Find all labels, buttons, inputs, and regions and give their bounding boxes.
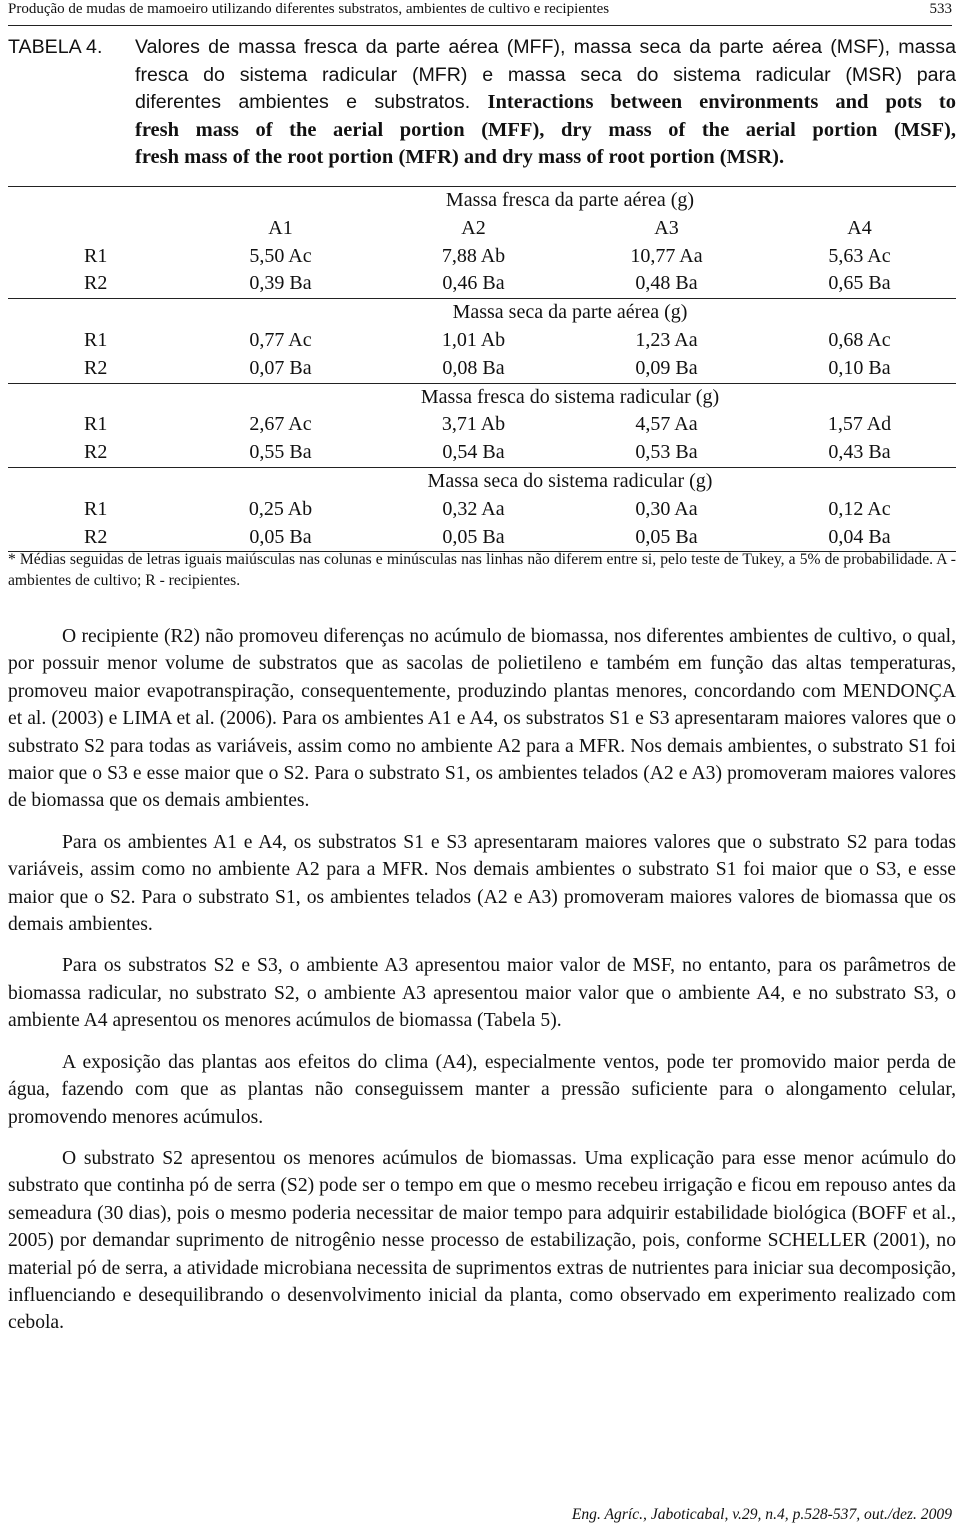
row-label: R2 (8, 524, 184, 552)
table-cell: 2,67 Ac (249, 413, 312, 436)
table-cell: 5,63 Ac (828, 244, 891, 267)
data-table (8, 186, 956, 552)
section-title-row (8, 383, 956, 411)
row-label: R1 (84, 413, 108, 436)
caption-english-mid: fresh mass of the aerial portion (MFF), dry mass of the aerial portion (MSF), (135, 118, 956, 141)
table-cell: 0,10 Ba (828, 356, 891, 379)
table-cell: 0,77 Ac (249, 328, 312, 351)
table-cell: 1,57 Ad (827, 413, 892, 436)
journal-footer: Eng. Agríc., Jaboticabal, v.29, n.4, p.528-537, out./dez. 2009 (571, 1506, 952, 1523)
table-cell: 7,88 Ab (441, 244, 506, 267)
paragraph: O substrato S2 apresentou os menores acúmulos de biomassas. Uma explicação para esse menor acúmulo do substrato que continha pó de serra (S2) pode ser o tempo em que o mesmo recebeu irrigação e ficou em repouso antes da semeadura (30 dias), pois o mesmo poderia necessitar de maior tempo para adquirir estabilidade biológica (BOFF et al., 2005) por demandar suprimento de nitrogênio nesse processo de estabilização, pois, conforme SCHELLER (2001), no material pó de serra, a atividade microbiana necessita de suprimentos extras de nutrientes para iniciar sua decomposição, influenciando e desequilibrando o desenvolvimento inicial da planta, como observado em experimento realizado com cebola. (8, 1147, 956, 1334)
caption-text-4 (135, 117, 956, 145)
caption-text-2: fresca do sistema radicular (MFR) e massa seca do sistema radicular (MSR) para (135, 63, 956, 86)
table-cell: 0,39 Ba (249, 272, 312, 295)
row-label: R1 (84, 244, 108, 267)
caption-line-1 (8, 34, 956, 62)
column-header-row (8, 215, 956, 243)
table-row (8, 439, 956, 467)
table-cell: 0,30 Aa (635, 497, 698, 520)
table-cell: 0,08 Ba (442, 356, 505, 379)
row-label: R2 (84, 441, 108, 464)
table-cell: 0,04 Ba (763, 524, 956, 552)
caption-text-5 (135, 144, 956, 172)
section-title: Massa fresca da parte aérea (g) (184, 187, 956, 215)
section-title-row (8, 187, 956, 215)
section-title-spacer (8, 187, 184, 215)
caption-line-4 (8, 117, 956, 145)
caption-label: TABELA 4. (8, 36, 103, 58)
table-cell: 0,07 Ba (249, 356, 312, 379)
column-header: A4 (847, 216, 872, 239)
table-body (8, 187, 956, 552)
table-cell: 1,01 Ab (441, 328, 506, 351)
table-cell: 10,77 Aa (630, 244, 703, 267)
table-caption (8, 34, 956, 172)
column-header: A3 (654, 216, 679, 239)
caption-text-1: Valores de massa fresca da parte aérea (MFF), massa seca da parte aérea (MSF), massa (135, 36, 956, 58)
table-cell: 0,09 Ba (635, 356, 698, 379)
table-row (8, 411, 956, 439)
section-title: Massa seca da parte aérea (g) (184, 299, 956, 327)
table-cell: 4,57 Aa (635, 413, 698, 436)
caption-plain-end: diferentes ambientes e substratos. (135, 91, 471, 113)
section-title: Massa seca do sistema radicular (g) (184, 467, 956, 495)
paragraph: O recipiente (R2) não promoveu diferenças no acúmulo de biomassa, nos diferentes ambientes de cultivo, o qual, por possuir menor volume de substratos que as sacolas de polietileno e também em função das altas temperaturas, promoveu maior evapotranspiração, consequentemente, produzindo plantas menores, concordando com MENDONÇA et al. (2003) e LIMA et al. (2006). Para os ambientes A1 e A4, os substratos S1 e S3 apresentaram maiores valores que o substrato S2 para todas as variáveis, assim como no ambiente A2 para a MFR. Nos demais ambientes, o substrato S1 foi maior que o S3 e esse maior que o S2. Para o substrato S1, os ambientes telados (A2 e A3) promoveram maiores valores de biomassa que os demais ambientes. (8, 626, 956, 812)
caption-line-5 (8, 144, 956, 172)
table-cell: 0,43 Ba (828, 441, 891, 464)
row-label: R2 (84, 356, 108, 379)
table-row (8, 355, 956, 383)
table-cell: 1,23 Aa (635, 328, 698, 351)
section-title-spacer (8, 383, 184, 411)
table-cell: 0,05 Ba (184, 524, 377, 552)
row-label: R1 (84, 328, 108, 351)
running-head (8, 0, 952, 20)
table-row (8, 496, 956, 524)
table-cell: 5,50 Ac (249, 244, 312, 267)
section-title-spacer (8, 467, 184, 495)
table-cell: 0,53 Ba (635, 441, 698, 464)
caption-text-3 (135, 89, 956, 117)
row-label: R1 (84, 497, 108, 520)
paragraph: Para os ambientes A1 e A4, os substratos S1 e S3 apresentaram maiores valores que o substrato S2 para todas variáveis, assim como no ambiente A2 para a MFR. Nos demais ambientes o substrato S1 foi maior que o S3, e esse maior que o S2. Para o substrato S1, os ambientes telados (A2 e A3) promoveram maiores valores de biomassa que os demais ambientes. (8, 831, 956, 936)
table-row (8, 243, 956, 271)
column-header: A1 (268, 216, 293, 239)
table-cell: 0,05 Ba (377, 524, 570, 552)
body-text (8, 623, 956, 1351)
table-cell: 0,54 Ba (442, 441, 505, 464)
table-row (8, 327, 956, 355)
section-title-row (8, 467, 956, 495)
paragraph: Para os substratos S2 e S3, o ambiente A3 apresentou maior valor de MSF, no entanto, para os parâmetros de biomassa radicular, no substrato S2, o ambiente A3 apresentou maior valor que o ambiente A4, e no substrato S3, o ambiente A4 apresentou os menores acúmulos de biomassa (Tabela 5). (8, 955, 956, 1032)
caption-english-end: fresh mass of the root portion (MFR) and dry mass of root portion (MSR). (135, 146, 785, 168)
caption-english-start: Interactions between environments and pots to (487, 91, 956, 113)
section-title-row (8, 299, 956, 327)
page-number: 533 (929, 1, 952, 17)
table-cell: 0,25 Ab (248, 497, 313, 520)
caption-line-3 (8, 89, 956, 117)
running-head-title: Produção de mudas de mamoeiro utilizando diferentes substratos, ambientes de cultivo e recipientes (8, 1, 610, 17)
table-row (8, 270, 956, 298)
caption-line-2 (8, 62, 956, 90)
table-cell: 0,46 Ba (442, 272, 505, 295)
paragraph: A exposição das plantas aos efeitos do clima (A4), especialmente ventos, pode ter promovido maior perda de água, fazendo com que as plantas não conseguissem manter a pressão suficiente para o alongamento celular, promovendo menores acúmulos. (8, 1051, 956, 1128)
section-title-spacer (8, 299, 184, 327)
table-cell: 3,71 Ab (441, 413, 506, 436)
table-cell: 0,32 Aa (442, 497, 505, 520)
section-title: Massa fresca do sistema radicular (g) (184, 383, 956, 411)
column-header-spacer (8, 215, 184, 243)
table-footnote: * Médias seguidas de letras iguais maiúsculas nas colunas e minúsculas nas linhas não diferem entre si, pelo teste de Tukey, a 5% de probabilidade. A - ambientes de cultivo; R - recipientes. (8, 551, 956, 589)
row-label: R2 (84, 272, 108, 295)
table-cell: 0,48 Ba (635, 272, 698, 295)
table-row (8, 524, 956, 552)
table-cell: 0,65 Ba (828, 272, 891, 295)
table-cell: 0,12 Ac (828, 497, 891, 520)
table-cell: 0,68 Ac (828, 328, 891, 351)
running-head-rule (8, 25, 952, 26)
table-cell: 0,05 Ba (570, 524, 763, 552)
table-cell: 0,55 Ba (249, 441, 312, 464)
column-header: A2 (461, 216, 486, 239)
